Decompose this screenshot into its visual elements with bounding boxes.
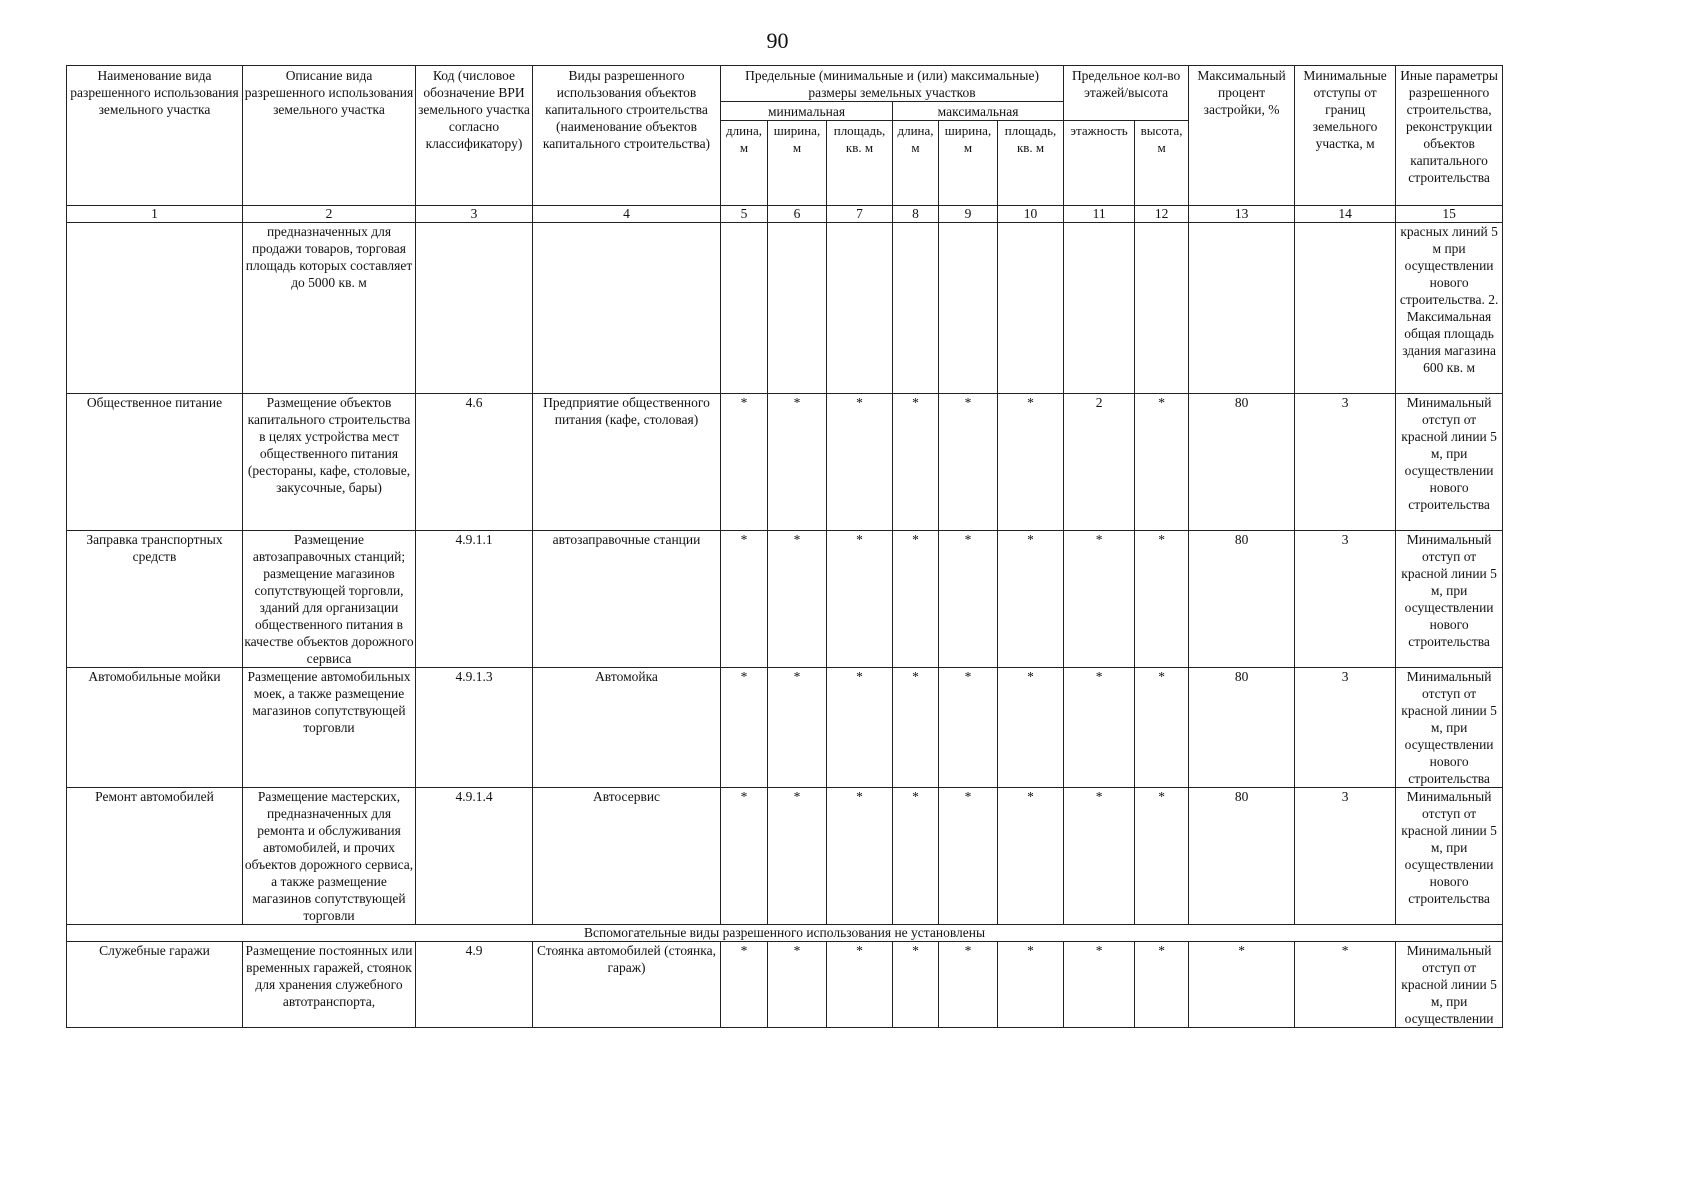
cell-min-length <box>721 223 768 394</box>
cell-setback: * <box>1295 942 1396 1028</box>
cell-floors: * <box>1064 942 1135 1028</box>
cell-code: 4.9.1.3 <box>416 668 533 788</box>
column-number: 8 <box>893 206 939 223</box>
column-number: 7 <box>827 206 893 223</box>
cell-build-percent: 80 <box>1189 531 1295 668</box>
cell-max-area: * <box>998 788 1064 925</box>
header-setbacks: Минимальные отступы от границ земельного участка, м <box>1295 66 1396 206</box>
cell-build-percent: 80 <box>1189 788 1295 925</box>
cell-other: Минимальный отступ от красной линии 5 м, при осуществлении <box>1396 942 1503 1028</box>
column-number: 4 <box>533 206 721 223</box>
column-number: 10 <box>998 206 1064 223</box>
cell-max-length: * <box>893 531 939 668</box>
cell-name: Общественное питание <box>67 394 243 531</box>
column-number: 2 <box>243 206 416 223</box>
table-row <box>67 942 1503 1028</box>
cell-min-area: * <box>827 394 893 531</box>
column-number: 11 <box>1064 206 1135 223</box>
table-header <box>67 66 1503 223</box>
header-objects: Виды разрешенного использования объектов капитального строительства (наименование объектов капитального строительства) <box>533 66 721 206</box>
cell-name: Служебные гаражи <box>67 942 243 1028</box>
cell-max-area: * <box>998 942 1064 1028</box>
cell-min-width: * <box>768 531 827 668</box>
column-number: 14 <box>1295 206 1396 223</box>
cell-other: Минимальный отступ от красной линии 5 м, при осуществлении нового строительства <box>1396 531 1503 668</box>
cell-max-area: * <box>998 668 1064 788</box>
cell-description: Размещение постоянных или временных гаражей, стоянок для хранения служебного автотранспорта, <box>243 942 416 1028</box>
column-number: 13 <box>1189 206 1295 223</box>
cell-min-length: * <box>721 531 768 668</box>
cell-code <box>416 223 533 394</box>
cell-build-percent: 80 <box>1189 394 1295 531</box>
table-row <box>67 668 1503 788</box>
header-code: Код (числовое обозначение ВРИ земельного участка согласно классификатору) <box>416 66 533 206</box>
cell-floors: * <box>1064 668 1135 788</box>
cell-description: Размещение автозаправочных станций; размещение магазинов сопутствующей торговли, зданий для организации общественного питания в качестве объектов дорожного сервиса <box>244 532 414 666</box>
cell-setback: 3 <box>1295 531 1396 668</box>
cell-other: Минимальный отступ от красной линии 5 м, при осуществлении нового строительства <box>1396 394 1503 531</box>
header-description: Описание вида разрешенного использования земельного участка <box>243 66 416 206</box>
table-row <box>67 394 1503 531</box>
cell-max-length: * <box>893 668 939 788</box>
cell-description: предназначенных для продажи товаров, торговая площадь которых составляет до 5000 кв. м <box>243 223 416 394</box>
cell-height: * <box>1135 394 1189 531</box>
cell-other: красных линий 5 м при осуществлении нового строительства. 2. Максимальная общая площадь здания магазина 600 кв. м <box>1396 223 1503 394</box>
cell-other: Минимальный отступ от красной линии 5 м, при осуществлении нового строительства <box>1396 668 1503 788</box>
header-other-params: Иные параметры разрешенного строительства, реконструкции объектов капитального строительства <box>1396 66 1503 206</box>
cell-height: * <box>1135 531 1189 668</box>
cell-name: Автомобильные мойки <box>67 668 243 788</box>
cell-min-width <box>768 223 827 394</box>
header-build-percent: Максимальный процент застройки, % <box>1189 66 1295 206</box>
cell-max-width: * <box>939 531 998 668</box>
cell-min-width: * <box>768 394 827 531</box>
cell-max-area <box>998 223 1064 394</box>
cell-name: Ремонт автомобилей <box>67 788 243 925</box>
header-max-length: длина, м <box>893 121 939 206</box>
cell-max-area: * <box>998 394 1064 531</box>
cell-min-area: * <box>827 531 893 668</box>
cell-max-length: * <box>893 394 939 531</box>
cell-min-length: * <box>721 942 768 1028</box>
table-row <box>67 788 1503 925</box>
header-max: максимальная <box>893 102 1064 121</box>
cell-max-area: * <box>998 531 1064 668</box>
cell-floors <box>1064 223 1135 394</box>
cell-max-width: * <box>939 668 998 788</box>
zoning-table <box>66 65 1503 1028</box>
cell-min-width: * <box>768 788 827 925</box>
cell-floors: * <box>1064 531 1135 668</box>
cell-min-length: * <box>721 394 768 531</box>
header-min: минимальная <box>721 102 893 121</box>
header-min-width: ширина, м <box>768 121 827 206</box>
cell-height: * <box>1135 668 1189 788</box>
header-floors-group: Предельное кол-во этажей/высота <box>1064 66 1189 121</box>
cell-min-width: * <box>768 942 827 1028</box>
header-floors: этажность <box>1064 121 1135 206</box>
cell-max-length <box>893 223 939 394</box>
cell-objects: автозаправочные станции <box>533 531 721 668</box>
cell-min-area <box>827 223 893 394</box>
header-height: высота, м <box>1135 121 1189 206</box>
aux-note: Вспомогательные виды разрешенного использования не установлены <box>67 925 1503 942</box>
cell-objects: Автосервис <box>533 788 721 925</box>
cell-max-width: * <box>939 788 998 925</box>
cell-objects: Стоянка автомобилей (стоянка, гараж) <box>533 942 721 1028</box>
cell-objects: Предприятие общественного питания (кафе, столовая) <box>533 394 721 531</box>
cell-min-area: * <box>827 668 893 788</box>
cell-description: Размещение мастерских, предназначенных для ремонта и обслуживания автомобилей, и прочих объектов дорожного сервиса, а также размещение магазинов сопутствующей торговли <box>243 788 416 925</box>
cell-name <box>67 223 243 394</box>
cell-min-area: * <box>827 942 893 1028</box>
cell-objects <box>533 223 721 394</box>
cell-max-length: * <box>893 788 939 925</box>
cell-setback: 3 <box>1295 788 1396 925</box>
cell-min-area: * <box>827 788 893 925</box>
cell-other: Минимальный отступ от красной линии 5 м, при осуществлении нового строительства <box>1396 788 1503 925</box>
cell-code: 4.6 <box>416 394 533 531</box>
cell-code: 4.9.1.1 <box>416 531 533 668</box>
table-row <box>67 531 1503 668</box>
header-max-area: площадь, кв. м <box>998 121 1064 206</box>
cell-height: * <box>1135 788 1189 925</box>
cell-code: 4.9.1.4 <box>416 788 533 925</box>
column-number: 5 <box>721 206 768 223</box>
cell-code: 4.9 <box>416 942 533 1028</box>
header-limits: Предельные (минимальные и (или) максимальные) размеры земельных участков <box>721 66 1064 102</box>
cell-build-percent <box>1189 223 1295 394</box>
cell-min-width: * <box>768 668 827 788</box>
column-number: 3 <box>416 206 533 223</box>
cell-floors: * <box>1064 788 1135 925</box>
cell-build-percent: * <box>1189 942 1295 1028</box>
cell-name: Заправка транспортных средств <box>67 531 243 668</box>
cell-max-length: * <box>893 942 939 1028</box>
cell-setback: 3 <box>1295 394 1396 531</box>
cell-floors: 2 <box>1064 394 1135 531</box>
column-number: 6 <box>768 206 827 223</box>
cell-setback <box>1295 223 1396 394</box>
header-min-length: длина, м <box>721 121 768 206</box>
table-row <box>67 223 1503 394</box>
column-number: 9 <box>939 206 998 223</box>
cell-setback: 3 <box>1295 668 1396 788</box>
cell-objects: Автомойка <box>533 668 721 788</box>
column-number: 1 <box>67 206 243 223</box>
cell-height: * <box>1135 942 1189 1028</box>
cell-min-length: * <box>721 788 768 925</box>
column-number: 12 <box>1135 206 1189 223</box>
cell-min-length: * <box>721 668 768 788</box>
header-max-width: ширина, м <box>939 121 998 206</box>
column-numbers-row <box>67 206 1503 223</box>
cell-max-width: * <box>939 394 998 531</box>
cell-build-percent: 80 <box>1189 668 1295 788</box>
cell-description: Размещение объектов капитального строительства в целях устройства мест общественного питания (рестораны, кафе, столовые, закусочные, бары) <box>243 394 416 531</box>
aux-note-row <box>67 925 1503 942</box>
cell-max-width <box>939 223 998 394</box>
header-name: Наименование вида разрешенного использования земельного участка <box>67 66 243 206</box>
cell-description: Размещение автомобильных моек, а также размещение магазинов сопутствующей торговли <box>243 668 416 788</box>
column-number: 15 <box>1396 206 1503 223</box>
table-body <box>67 223 1503 1028</box>
page-number: 90 <box>766 28 789 53</box>
cell-max-width: * <box>939 942 998 1028</box>
header-min-area: площадь, кв. м <box>827 121 893 206</box>
cell-height <box>1135 223 1189 394</box>
